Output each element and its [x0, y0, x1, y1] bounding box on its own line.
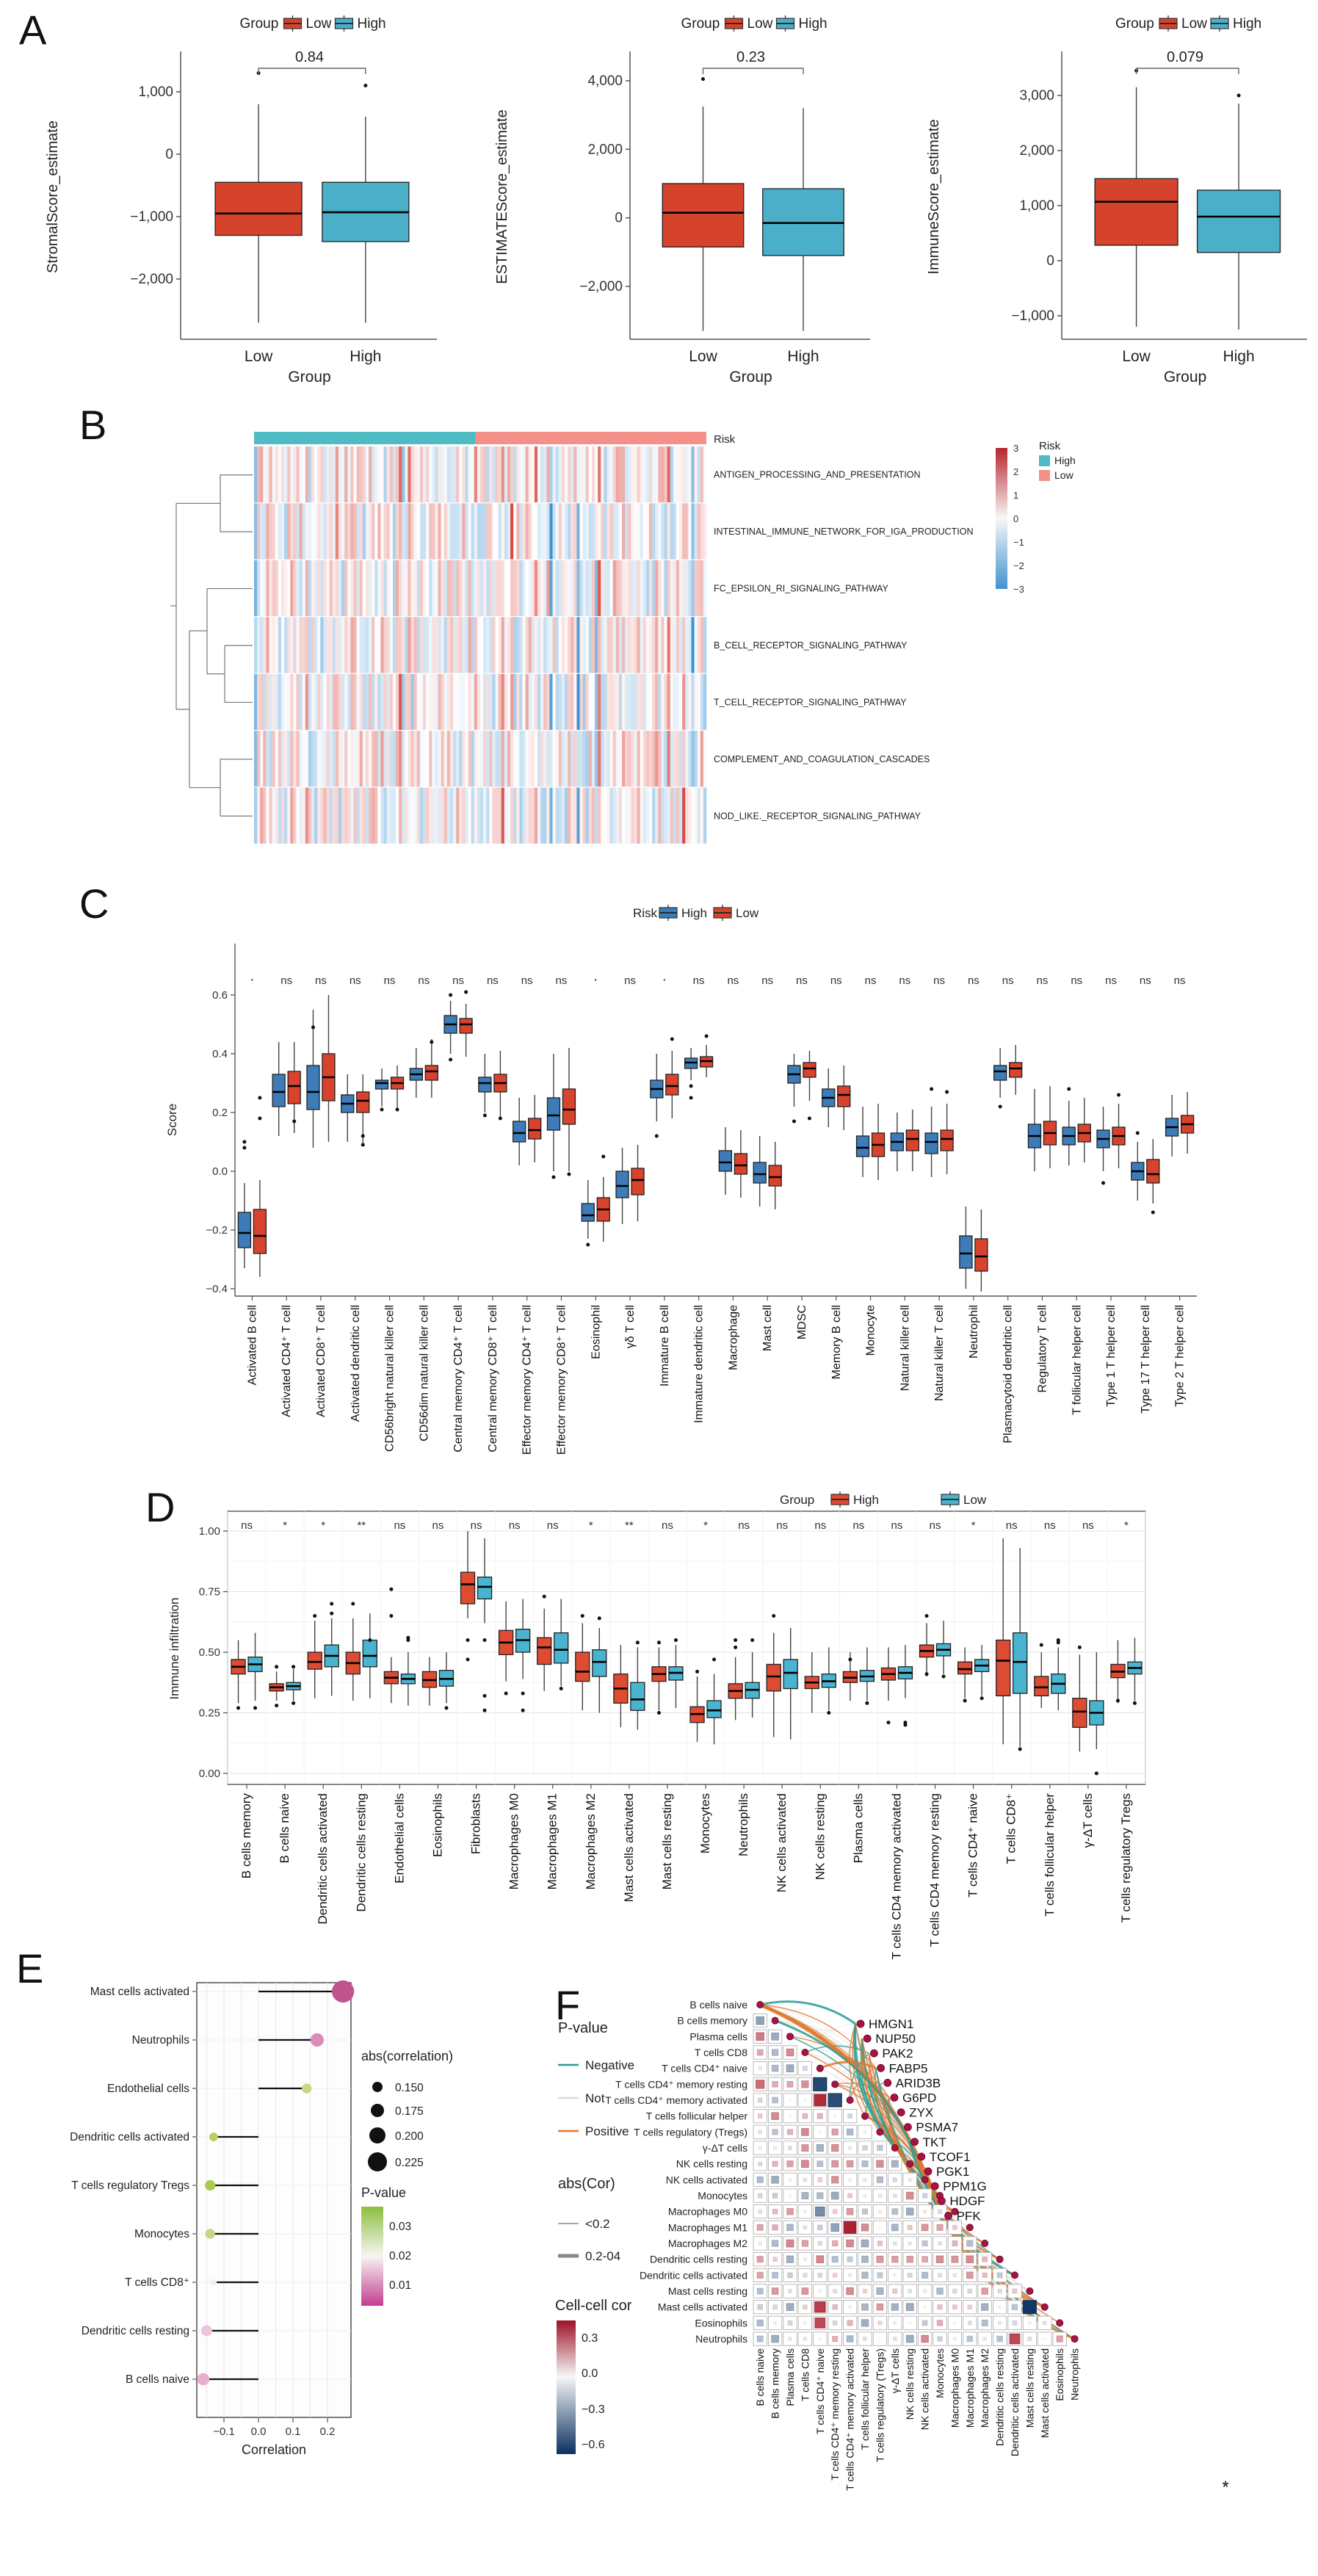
svg-text:ns: ns — [1105, 974, 1117, 987]
svg-text:High: High — [798, 16, 828, 32]
svg-text:Central memory CD4⁺ T cell: Central memory CD4⁺ T cell — [452, 1305, 466, 1452]
svg-text:Dendritic cells resting: Dendritic cells resting — [354, 1793, 369, 1912]
svg-text:ns: ns — [508, 1519, 521, 1532]
svg-text:MDSC: MDSC — [795, 1305, 808, 1340]
svg-text:1,000: 1,000 — [1019, 198, 1054, 214]
svg-text:ns: ns — [1005, 1519, 1018, 1532]
svg-text:PFK: PFK — [956, 2209, 981, 2224]
svg-text:NUP50: NUP50 — [875, 2032, 916, 2047]
svg-text:T cells CD8⁺: T cells CD8⁺ — [1004, 1793, 1018, 1864]
svg-text:−2,000: −2,000 — [130, 272, 173, 287]
svg-text:abs(correlation): abs(correlation) — [361, 2049, 454, 2063]
svg-text:ns: ns — [891, 1519, 903, 1532]
svg-text:Activated dendritic cell: Activated dendritic cell — [349, 1305, 362, 1422]
svg-text:Immature dendritic cell: Immature dendritic cell — [692, 1305, 706, 1423]
svg-text:T cells CD8⁺: T cells CD8⁺ — [125, 2276, 189, 2289]
svg-text:ns: ns — [1043, 1519, 1056, 1532]
panel-f — [555, 1999, 1229, 2497]
panel-c — [165, 905, 1197, 1455]
svg-text:Natural killer cell: Natural killer cell — [899, 1305, 912, 1392]
svg-text:Dendritic cells resting: Dendritic cells resting — [81, 2325, 189, 2337]
svg-text:High: High — [681, 906, 707, 920]
svg-text:0.2: 0.2 — [319, 2425, 336, 2438]
svg-text:G6PD: G6PD — [902, 2091, 937, 2105]
svg-text:ns: ns — [814, 1519, 827, 1532]
svg-text:0.02: 0.02 — [389, 2250, 412, 2262]
svg-text:Eosinophils: Eosinophils — [430, 1793, 445, 1857]
svg-text:Mast cells resting: Mast cells resting — [667, 2285, 747, 2298]
svg-text:3,000: 3,000 — [1019, 88, 1054, 104]
svg-text:CD56dim natural killer cell: CD56dim natural killer cell — [418, 1305, 431, 1441]
svg-text:Low: Low — [1181, 16, 1207, 32]
svg-text:Low: Low — [963, 1493, 987, 1507]
svg-text:Low: Low — [244, 348, 273, 365]
svg-text:B cells naive: B cells naive — [689, 1999, 747, 2011]
svg-text:ns: ns — [776, 1519, 789, 1532]
svg-text:Dendritic cells activated: Dendritic cells activated — [1009, 2348, 1021, 2457]
svg-text:0.079: 0.079 — [1166, 49, 1204, 65]
svg-text:Low: Low — [1054, 469, 1073, 481]
svg-text:0.1: 0.1 — [285, 2425, 301, 2438]
svg-text:Dendritic cells activated: Dendritic cells activated — [316, 1793, 330, 1925]
svg-text:ZYX: ZYX — [909, 2105, 934, 2120]
svg-text:ns: ns — [830, 974, 842, 987]
svg-text:T_CELL_RECEPTOR_SIGNALING_PATH: T_CELL_RECEPTOR_SIGNALING_PATHWAY — [714, 697, 907, 708]
svg-text:ns: ns — [383, 974, 396, 987]
svg-text:Mast cells activated: Mast cells activated — [1038, 2348, 1051, 2439]
svg-text:TKT: TKT — [922, 2135, 946, 2149]
svg-text:ns: ns — [662, 1519, 673, 1532]
svg-text:Dendritic cells resting: Dendritic cells resting — [649, 2253, 747, 2265]
svg-text:ns: ns — [796, 974, 808, 987]
svg-text:T cells CD4⁺ naive: T cells CD4⁺ naive — [662, 2062, 747, 2074]
svg-text:0.200: 0.200 — [395, 2130, 424, 2143]
svg-text:ns: ns — [727, 974, 739, 987]
svg-text:Effector memory CD8⁺ T cell: Effector memory CD8⁺ T cell — [555, 1305, 568, 1455]
svg-text:Monocytes: Monocytes — [934, 2348, 946, 2398]
svg-text:NK cells resting: NK cells resting — [813, 1793, 828, 1881]
panel-a-chart-2 — [494, 15, 870, 386]
svg-text:3: 3 — [1013, 443, 1019, 454]
svg-text:Plasma cells: Plasma cells — [784, 2348, 796, 2406]
svg-text:PPM1G: PPM1G — [943, 2179, 987, 2194]
svg-text:ns: ns — [852, 1519, 865, 1532]
svg-text:ESTIMATEScore_estimate: ESTIMATEScore_estimate — [494, 109, 510, 284]
svg-text:Mast cells resting: Mast cells resting — [1024, 2348, 1036, 2428]
svg-text:ns: ns — [933, 974, 946, 987]
svg-text:FC_EPSILON_RI_SIGNALING_PATHWA: FC_EPSILON_RI_SIGNALING_PATHWAY — [714, 583, 888, 594]
svg-text:Mast cells activated: Mast cells activated — [621, 1793, 636, 1903]
svg-text:Group: Group — [1163, 369, 1207, 386]
svg-text:B cells naive: B cells naive — [278, 1793, 292, 1864]
svg-text:NK cells activated: NK cells activated — [919, 2348, 931, 2431]
svg-text:Risk: Risk — [1039, 440, 1061, 452]
svg-text:Macrophages M0: Macrophages M0 — [949, 2348, 961, 2428]
svg-text:T cells CD4⁺ memory resting: T cells CD4⁺ memory resting — [829, 2348, 841, 2481]
svg-text:COMPLEMENT_AND_COAGULATION_CAS: COMPLEMENT_AND_COAGULATION_CASCADES — [714, 753, 930, 764]
svg-text:ns: ns — [864, 974, 877, 987]
svg-text:Activated CD4⁺ T cell: Activated CD4⁺ T cell — [280, 1305, 294, 1417]
svg-text:1: 1 — [1013, 490, 1019, 501]
svg-text:Monocyte: Monocyte — [864, 1305, 877, 1356]
svg-text:T cells follicular helper: T cells follicular helper — [859, 2348, 871, 2450]
svg-text:Neutrophils: Neutrophils — [695, 2333, 747, 2345]
svg-text:ns: ns — [1002, 974, 1014, 987]
svg-text:High: High — [1223, 348, 1255, 365]
svg-text:2,000: 2,000 — [587, 142, 623, 158]
svg-text:Type 2 T helper cell: Type 2 T helper cell — [1173, 1305, 1187, 1408]
svg-text:0.2-04: 0.2-04 — [585, 2249, 621, 2263]
svg-text:Mast cells activated: Mast cells activated — [657, 2301, 747, 2313]
svg-text:High: High — [357, 16, 386, 32]
svg-text:0: 0 — [615, 210, 623, 226]
svg-text:Low: Low — [747, 16, 773, 32]
svg-text:ImmuneScore_estimate: ImmuneScore_estimate — [926, 119, 942, 275]
svg-text:TCOF1: TCOF1 — [929, 2149, 971, 2164]
svg-text:*: * — [703, 1519, 708, 1532]
panel-b — [170, 432, 1076, 844]
svg-text:0.84: 0.84 — [295, 49, 324, 65]
svg-text:Macrophages M1: Macrophages M1 — [963, 2348, 976, 2428]
svg-text:CD56bright natural killer cell: CD56bright natural killer cell — [383, 1305, 397, 1452]
svg-text:ns: ns — [967, 974, 980, 987]
svg-text:Effector memory CD4⁺ T cell: Effector memory CD4⁺ T cell — [521, 1305, 534, 1455]
svg-text:−2,000: −2,000 — [579, 279, 623, 295]
svg-text:P-value: P-value — [558, 2020, 608, 2036]
svg-text:·: · — [250, 972, 255, 988]
svg-text:Mast cell: Mast cell — [761, 1305, 775, 1352]
svg-text:ns: ns — [1173, 974, 1186, 987]
svg-text:2,000: 2,000 — [1019, 143, 1054, 159]
svg-text:High: High — [350, 348, 382, 365]
svg-text:Monocytes: Monocytes — [698, 2190, 747, 2202]
svg-text:Low: Low — [305, 16, 332, 32]
svg-text:−0.4: −0.4 — [206, 1283, 228, 1295]
svg-text:0.175: 0.175 — [395, 2105, 424, 2118]
svg-text:ns: ns — [418, 974, 430, 987]
svg-text:0.0: 0.0 — [250, 2425, 267, 2438]
svg-text:NK cells resting: NK cells resting — [904, 2348, 916, 2420]
svg-text:T follicular helper cell: T follicular helper cell — [1071, 1305, 1084, 1415]
svg-text:High: High — [1233, 16, 1262, 32]
svg-text:Macrophages M2: Macrophages M2 — [583, 1793, 598, 1890]
svg-text:Macrophages M2: Macrophages M2 — [667, 2237, 747, 2250]
svg-text:NK cells activated: NK cells activated — [665, 2174, 747, 2186]
svg-text:−1: −1 — [1013, 537, 1024, 548]
svg-text:−3: −3 — [1013, 584, 1024, 595]
svg-text:Eosinophils: Eosinophils — [695, 2317, 747, 2329]
svg-text:0.23: 0.23 — [736, 49, 765, 65]
svg-text:T cells CD4 memory activated: T cells CD4 memory activated — [889, 1793, 904, 1960]
svg-text:ns: ns — [432, 1519, 444, 1532]
svg-text:4,000: 4,000 — [587, 73, 623, 89]
svg-text:Dendritic cells resting: Dendritic cells resting — [993, 2348, 1006, 2447]
svg-text:Correlation: Correlation — [241, 2442, 307, 2457]
svg-text:ARID3B: ARID3B — [895, 2076, 941, 2091]
svg-text:Activated B cell: Activated B cell — [246, 1305, 259, 1386]
svg-text:HMGN1: HMGN1 — [869, 2017, 914, 2031]
svg-text:Memory B cell: Memory B cell — [830, 1305, 843, 1380]
svg-text:1.00: 1.00 — [198, 1525, 220, 1538]
svg-text:0.0: 0.0 — [212, 1165, 228, 1178]
svg-text:T cells CD8: T cells CD8 — [694, 2047, 747, 2059]
svg-text:−0.1: −0.1 — [213, 2425, 235, 2438]
svg-text:Macrophages M1: Macrophages M1 — [667, 2221, 747, 2234]
svg-text:γ-ΔT cells: γ-ΔT cells — [1080, 1793, 1095, 1848]
svg-text:T cells CD4⁺ memory resting: T cells CD4⁺ memory resting — [615, 2078, 747, 2091]
svg-text:Low: Low — [1122, 348, 1151, 365]
svg-text:Endothelial cells: Endothelial cells — [392, 1793, 407, 1884]
svg-text:Immune infiltration: Immune infiltration — [167, 1597, 181, 1700]
svg-text:ns: ns — [394, 1519, 406, 1532]
svg-text:−2: −2 — [1013, 560, 1024, 571]
svg-text:0.4: 0.4 — [212, 1048, 228, 1060]
svg-text:ns: ns — [280, 974, 293, 987]
svg-text:·: · — [593, 972, 598, 988]
svg-text:γ-ΔT cells: γ-ΔT cells — [888, 2348, 901, 2394]
svg-text:B cells naive: B cells naive — [125, 2373, 189, 2386]
svg-text:T cells follicular helper: T cells follicular helper — [1042, 1793, 1057, 1917]
svg-text:Mast cells resting: Mast cells resting — [659, 1793, 674, 1890]
svg-text:<0.2: <0.2 — [585, 2217, 610, 2231]
svg-text:Group: Group — [780, 1493, 815, 1507]
svg-text:B cells memory: B cells memory — [769, 2348, 781, 2419]
svg-text:0.2: 0.2 — [212, 1107, 228, 1119]
svg-text:0.50: 0.50 — [198, 1646, 220, 1659]
svg-text:0.00: 0.00 — [198, 1768, 220, 1780]
svg-text:Not: Not — [585, 2091, 605, 2105]
svg-text:PAK2: PAK2 — [882, 2047, 913, 2061]
svg-text:NK cells activated: NK cells activated — [775, 1793, 789, 1893]
svg-text:Regulatory T cell: Regulatory T cell — [1036, 1305, 1049, 1393]
svg-text:B cells memory: B cells memory — [677, 2014, 747, 2027]
svg-text:Risk: Risk — [633, 906, 658, 920]
svg-text:T cells CD4⁺ memory activated: T cells CD4⁺ memory activated — [605, 2094, 747, 2107]
panel-e — [70, 1980, 453, 2457]
svg-text:StromalScore_estimate: StromalScore_estimate — [45, 120, 61, 273]
svg-text:ns: ns — [929, 1519, 941, 1532]
svg-text:Activated CD8⁺ T cell: Activated CD8⁺ T cell — [314, 1305, 327, 1417]
svg-text:ns: ns — [349, 974, 361, 987]
svg-text:B cells memory: B cells memory — [239, 1793, 254, 1879]
svg-text:ns: ns — [241, 1519, 253, 1532]
svg-text:abs(Cor): abs(Cor) — [558, 2176, 615, 2192]
svg-text:2: 2 — [1013, 466, 1019, 477]
svg-text:ANTIGEN_PROCESSING_AND_PRESENT: ANTIGEN_PROCESSING_AND_PRESENTATION — [714, 469, 921, 480]
panel-label-d: D — [145, 1484, 175, 1530]
svg-text:−0.6: −0.6 — [582, 2439, 605, 2451]
svg-text:P-value: P-value — [361, 2185, 407, 2200]
svg-text:Neutrophils: Neutrophils — [1068, 2348, 1081, 2400]
svg-text:T cells follicular helper: T cells follicular helper — [645, 2110, 747, 2122]
svg-text:HDGF: HDGF — [949, 2194, 985, 2209]
panel-label-e: E — [16, 1945, 44, 1991]
panel-label-a: A — [19, 7, 47, 53]
svg-text:0.150: 0.150 — [395, 2082, 424, 2094]
svg-text:FABP5: FABP5 — [888, 2061, 928, 2076]
svg-text:Monocytes: Monocytes — [134, 2228, 189, 2240]
panel-label-c: C — [79, 880, 109, 927]
svg-text:Dendritic cells activated: Dendritic cells activated — [70, 2131, 189, 2143]
svg-text:Plasmacytoid dendritic cell: Plasmacytoid dendritic cell — [1002, 1305, 1015, 1444]
svg-text:0.25: 0.25 — [198, 1707, 220, 1720]
svg-text:Group: Group — [681, 16, 720, 32]
svg-text:PSMA7: PSMA7 — [916, 2120, 959, 2135]
panel-a-chart-3 — [926, 15, 1307, 386]
svg-text:T cells regulatory Tregs: T cells regulatory Tregs — [71, 2179, 189, 2192]
svg-text:ns: ns — [899, 974, 911, 987]
svg-text:ns: ns — [315, 974, 327, 987]
svg-text:Macrophages M2: Macrophages M2 — [979, 2348, 991, 2428]
svg-text:−0.3: −0.3 — [582, 2403, 605, 2416]
svg-text:ns: ns — [692, 974, 705, 987]
svg-text:*: * — [321, 1519, 326, 1532]
svg-text:γ-ΔT cells: γ-ΔT cells — [702, 2142, 747, 2154]
svg-text:ns: ns — [761, 974, 774, 987]
svg-text:Macrophages M0: Macrophages M0 — [507, 1793, 521, 1890]
svg-text:ns: ns — [624, 974, 636, 987]
svg-text:Neutrophil: Neutrophil — [967, 1305, 980, 1358]
panel-a — [45, 15, 1307, 386]
svg-text:Endothelial cells: Endothelial cells — [106, 2083, 189, 2095]
panel-label-b: B — [79, 402, 107, 448]
svg-text:Group: Group — [1115, 16, 1154, 32]
svg-text:0.6: 0.6 — [212, 989, 228, 1002]
svg-text:0.0: 0.0 — [582, 2367, 598, 2380]
svg-text:ns: ns — [738, 1519, 750, 1532]
svg-text:Monocytes: Monocytes — [698, 1793, 713, 1854]
svg-text:0: 0 — [165, 147, 173, 162]
svg-text:Group: Group — [239, 16, 279, 32]
svg-text:ns: ns — [1139, 974, 1151, 987]
svg-text:Eosinophils: Eosinophils — [1054, 2348, 1066, 2401]
svg-text:ns: ns — [1036, 974, 1049, 987]
svg-text:NOD_LIKE._RECEPTOR_SIGNALING_P: NOD_LIKE._RECEPTOR_SIGNALING_PATHWAY — [714, 811, 921, 822]
svg-text:Type 1 T helper cell: Type 1 T helper cell — [1105, 1305, 1118, 1408]
svg-text:−1,000: −1,000 — [130, 209, 173, 225]
svg-text:Group: Group — [729, 369, 772, 386]
svg-text:0: 0 — [1046, 253, 1054, 269]
svg-text:T cells CD4⁺ naive: T cells CD4⁺ naive — [814, 2348, 826, 2434]
svg-text:T cells regulatory (Tregs): T cells regulatory (Tregs) — [634, 2126, 747, 2138]
svg-text:Eosinophil: Eosinophil — [590, 1305, 603, 1359]
svg-text:ns: ns — [546, 1519, 559, 1532]
svg-text:Low: Low — [736, 906, 759, 920]
svg-text:ns: ns — [521, 974, 533, 987]
svg-text:1,000: 1,000 — [138, 84, 173, 100]
svg-text:T cells CD4⁺ memory activated: T cells CD4⁺ memory activated — [844, 2348, 856, 2491]
svg-text:NK cells resting: NK cells resting — [676, 2157, 747, 2170]
svg-text:*: * — [1124, 1519, 1129, 1532]
svg-text:0: 0 — [1013, 513, 1019, 524]
svg-text:*: * — [283, 1519, 288, 1532]
svg-text:High: High — [853, 1493, 879, 1507]
svg-text:B_CELL_RECEPTOR_SIGNALING_PATH: B_CELL_RECEPTOR_SIGNALING_PATHWAY — [714, 640, 908, 651]
svg-text:·: · — [662, 972, 667, 988]
svg-text:T cells CD8: T cells CD8 — [799, 2348, 811, 2402]
svg-text:ns: ns — [555, 974, 568, 987]
svg-text:T cells CD4 memory resting: T cells CD4 memory resting — [927, 1793, 942, 1947]
svg-text:Neutrophils: Neutrophils — [131, 2034, 189, 2047]
svg-text:0.3: 0.3 — [582, 2332, 598, 2345]
svg-text:T cells CD4⁺ naive: T cells CD4⁺ naive — [966, 1793, 980, 1897]
svg-text:ns: ns — [486, 974, 499, 987]
svg-text:Macrophage: Macrophage — [727, 1305, 740, 1370]
svg-text:*: * — [588, 1519, 593, 1532]
svg-text:Type 17 T helper cell: Type 17 T helper cell — [1139, 1305, 1152, 1414]
svg-text:Score: Score — [165, 1103, 179, 1137]
svg-text:Macrophages M0: Macrophages M0 — [667, 2205, 747, 2218]
svg-text:**: ** — [625, 1519, 634, 1532]
svg-text:0.75: 0.75 — [198, 1585, 220, 1599]
svg-text:Natural killer T cell: Natural killer T cell — [933, 1305, 946, 1402]
svg-text:ns: ns — [452, 974, 465, 987]
svg-text:−1,000: −1,000 — [1011, 308, 1054, 324]
svg-text:Low: Low — [689, 348, 717, 365]
svg-text:High: High — [1054, 455, 1076, 466]
svg-text:0.01: 0.01 — [389, 2279, 412, 2292]
svg-text:Negative: Negative — [585, 2058, 635, 2072]
svg-text:0.225: 0.225 — [395, 2157, 424, 2169]
svg-text:Cell-cell cor: Cell-cell cor — [555, 2298, 632, 2314]
svg-text:Fibroblasts: Fibroblasts — [468, 1793, 483, 1855]
svg-text:High: High — [787, 348, 819, 365]
svg-text:T cells regulatory (Tregs): T cells regulatory (Tregs) — [874, 2348, 886, 2462]
svg-text:Dendritic cells activated: Dendritic cells activated — [639, 2269, 747, 2282]
panel-a-chart-1 — [45, 15, 437, 386]
panel-d — [167, 1491, 1145, 1959]
svg-text:0.03: 0.03 — [389, 2221, 412, 2233]
svg-text:Mast cells activated: Mast cells activated — [90, 1986, 189, 1998]
svg-text:B cells naive: B cells naive — [754, 2348, 767, 2406]
svg-text:INTESTINAL_IMMUNE_NETWORK_FOR_: INTESTINAL_IMMUNE_NETWORK_FOR_IGA_PRODUCTION — [714, 527, 974, 538]
svg-text:Macrophages M1: Macrophages M1 — [545, 1793, 560, 1890]
svg-text:ns: ns — [1082, 1519, 1094, 1532]
svg-text:**: ** — [357, 1519, 366, 1532]
svg-text:−0.2: −0.2 — [206, 1224, 228, 1237]
svg-text:ns: ns — [470, 1519, 482, 1532]
svg-text:Central memory CD8⁺ T cell: Central memory CD8⁺ T cell — [486, 1305, 499, 1452]
svg-text:*: * — [971, 1519, 976, 1532]
svg-text:γδ T cell: γδ T cell — [624, 1305, 637, 1349]
svg-text:T cells regulatory Tregs: T cells regulatory Tregs — [1118, 1793, 1133, 1923]
svg-text:Plasma cells: Plasma cells — [689, 2030, 747, 2043]
svg-text:Risk: Risk — [714, 433, 736, 446]
svg-text:Positive: Positive — [585, 2124, 629, 2138]
panel-label-f: F — [555, 1982, 581, 2028]
svg-text:Group: Group — [288, 369, 331, 386]
svg-text:PGK1: PGK1 — [936, 2165, 970, 2179]
svg-text:ns: ns — [1071, 974, 1083, 987]
svg-text:Immature B cell: Immature B cell — [658, 1305, 671, 1387]
svg-text:Plasma cells: Plasma cells — [851, 1793, 866, 1864]
svg-text:Neutrophils: Neutrophils — [736, 1793, 751, 1856]
svg-text:*: * — [1222, 2478, 1229, 2497]
